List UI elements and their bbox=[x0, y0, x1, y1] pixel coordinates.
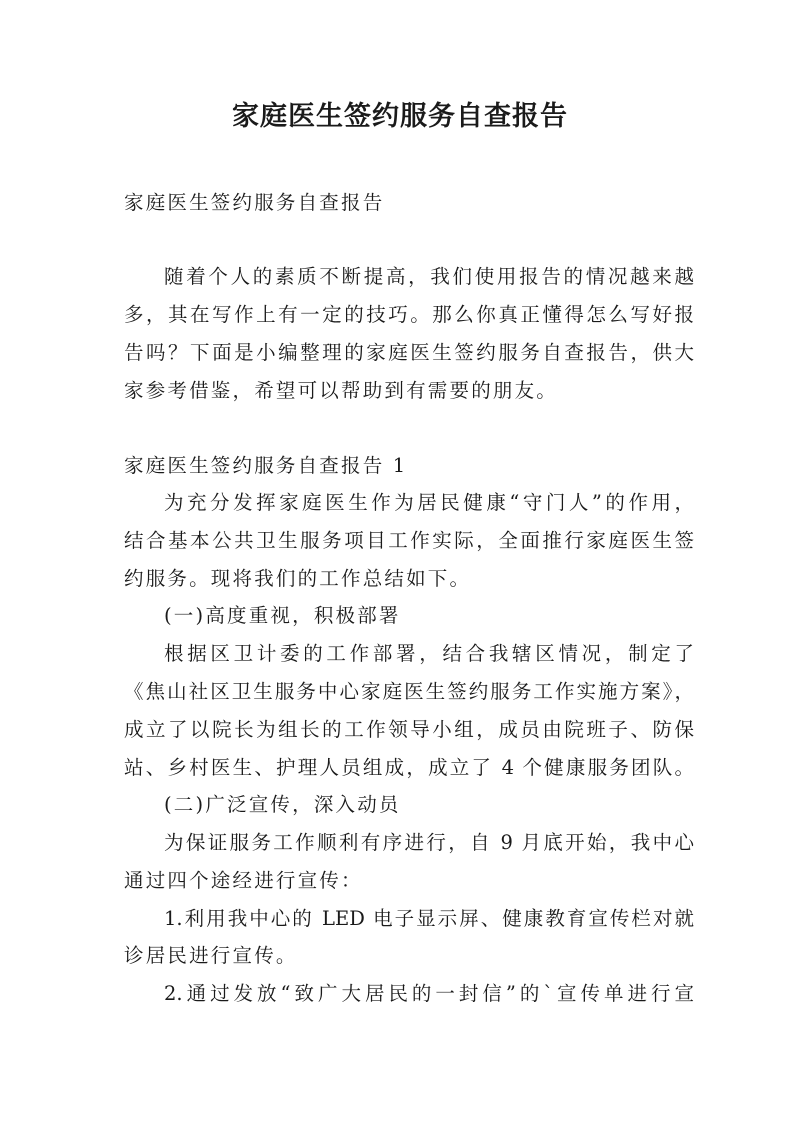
document-title: 家庭医生签约服务自查报告 bbox=[232, 101, 568, 132]
subsection-heading: (二)广泛宣传，深入动员 bbox=[164, 793, 401, 816]
paragraph-line: 《焦山社区卫生服务中心家庭医生签约服务工作实施方案》， bbox=[124, 680, 694, 703]
list-item-line: 1.利用我中心的 LED 电子显示屏、健康教育宣传栏对就 bbox=[164, 907, 694, 930]
paragraph-line: 为充分发挥家庭医生作为居民健康“守门人”的作用， bbox=[164, 491, 694, 514]
paragraph-line: 通过四个途经进行宣传： bbox=[124, 869, 363, 892]
list-item-line: 2.通过发放“致广大居民的一封信”的`宣传单进行宣 bbox=[164, 982, 694, 1005]
paragraph-line: 告吗？下面是小编整理的家庭医生签约服务自查报告，供大 bbox=[124, 341, 694, 364]
paragraph-line: 家参考借鉴，希望可以帮助到有需要的朋友。 bbox=[124, 379, 559, 402]
paragraph-line: 约服务。现将我们的工作总结如下。 bbox=[124, 567, 472, 590]
subtitle-line: 家庭医生签约服务自查报告 bbox=[124, 191, 385, 214]
list-item-line: 诊居民进行宣传。 bbox=[124, 944, 298, 967]
paragraph-line: 结合基本公共卫生服务项目工作实际，全面推行家庭医生签 bbox=[124, 529, 694, 552]
paragraph-line: 为保证服务工作顺利有序进行，自 9 月底开始，我中心 bbox=[164, 831, 694, 854]
subsection-heading: (一)高度重视，积极部署 bbox=[164, 604, 401, 627]
paragraph-line: 根据区卫计委的工作部署，结合我辖区情况，制定了 bbox=[164, 642, 694, 665]
paragraph-line: 成立了以院长为组长的工作领导小组，成员由院班子、防保 bbox=[124, 718, 694, 741]
section-heading: 家庭医生签约服务自查报告 1 bbox=[124, 454, 408, 477]
paragraph-line: 站、乡村医生、护理人员组成，成立了 4 个健康服务团队。 bbox=[124, 756, 694, 779]
paragraph-line: 随着个人的素质不断提高，我们使用报告的情况越来越 bbox=[164, 265, 694, 288]
paragraph-line: 多，其在写作上有一定的技巧。那么你真正懂得怎么写好报 bbox=[124, 303, 694, 326]
